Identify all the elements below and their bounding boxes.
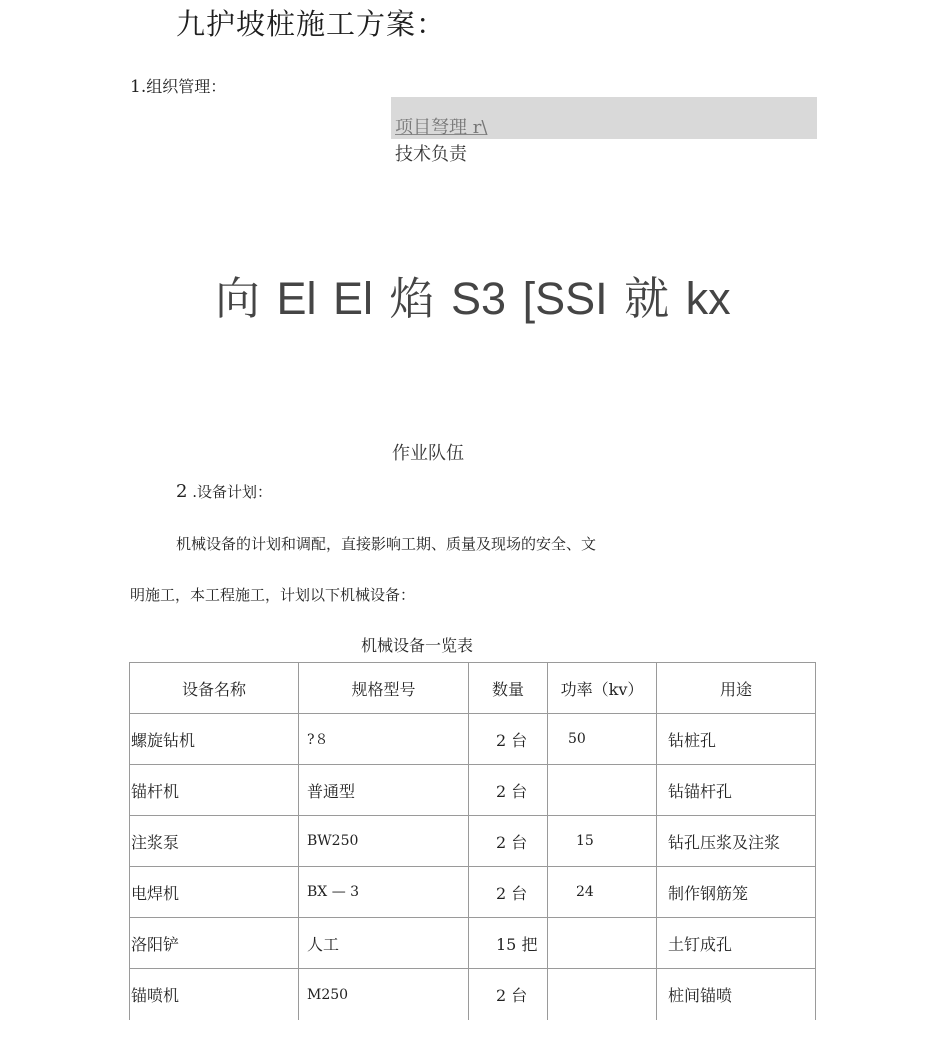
cell-purpose: 钻桩孔 — [657, 714, 816, 765]
cell-spec-model: 人工 — [299, 918, 469, 969]
table-caption: 机械设备一览表 — [361, 636, 474, 655]
header-equipment-name: 设备名称 — [130, 663, 299, 714]
section-2-text: .设备计划： — [187, 483, 272, 501]
header-purpose: 用途 — [657, 663, 816, 714]
cell-purpose: 制作钢筋笼 — [657, 867, 816, 918]
section-2-number: 2 — [176, 481, 188, 502]
cell-power — [548, 969, 657, 1021]
cell-quantity: 2 台 — [469, 714, 548, 765]
header-spec-model: 规格型号 — [299, 663, 469, 714]
org-work-team: 作业队伍 — [392, 443, 464, 464]
cell-spec-model: ?８ — [299, 714, 469, 765]
section-2-heading — [176, 481, 272, 502]
paragraph-line-2: 明施工，本工程施工，计划以下机械设备： — [130, 586, 416, 604]
cell-equipment-name: 螺旋钻机 — [130, 714, 299, 765]
paragraph-line-1: 机械设备的计划和调配，直接影响工期、质量及现场的安全、文 — [176, 535, 597, 553]
section-1-heading — [130, 74, 226, 97]
cell-purpose: 钻锚杆孔 — [657, 765, 816, 816]
table-row — [130, 969, 816, 1021]
cell-spec-model: BX — 3 — [299, 867, 469, 918]
cell-quantity: 2 台 — [469, 969, 548, 1021]
section-1-text: 组织管理： — [146, 77, 227, 96]
org-tech-lead: 技术负责 — [395, 144, 467, 165]
cell-equipment-name: 注浆泵 — [130, 816, 299, 867]
cell-power: 24 — [548, 867, 657, 918]
cell-quantity: 2 台 — [469, 816, 548, 867]
table-header-row — [130, 663, 816, 714]
equipment-table — [129, 662, 816, 1020]
org-chart-garbled-row: 向 El El 焰 S3 [SSI 就 kx — [215, 273, 731, 324]
cell-purpose: 桩间锚喷 — [657, 969, 816, 1021]
cell-power — [548, 918, 657, 969]
header-power: 功率（kv） — [548, 663, 657, 714]
table-row — [130, 867, 816, 918]
cell-quantity: 2 台 — [469, 867, 548, 918]
cell-equipment-name: 洛阳铲 — [130, 918, 299, 969]
table-row — [130, 714, 816, 765]
cell-purpose: 钻孔压浆及注浆 — [657, 816, 816, 867]
cell-quantity: 2 台 — [469, 765, 548, 816]
cell-quantity: 15 把 — [469, 918, 548, 969]
table-row — [130, 918, 816, 969]
cell-spec-model: BW250 — [299, 816, 469, 867]
cell-equipment-name: 锚喷机 — [130, 969, 299, 1021]
org-project-manager: 项目弩理 r\ — [395, 117, 488, 138]
cell-power: 50 — [548, 714, 657, 765]
document-title: 九护坡桩施工方案： — [176, 7, 447, 41]
cell-equipment-name: 电焊机 — [130, 867, 299, 918]
cell-equipment-name: 锚杆机 — [130, 765, 299, 816]
cell-power — [548, 765, 657, 816]
table-row — [130, 765, 816, 816]
section-1-number: 1. — [130, 77, 147, 97]
cell-purpose: 土钉成孔 — [657, 918, 816, 969]
cell-power: 15 — [548, 816, 657, 867]
table-row — [130, 816, 816, 867]
cell-spec-model: 普通型 — [299, 765, 469, 816]
header-quantity: 数量 — [469, 663, 548, 714]
cell-spec-model: M250 — [299, 969, 469, 1021]
